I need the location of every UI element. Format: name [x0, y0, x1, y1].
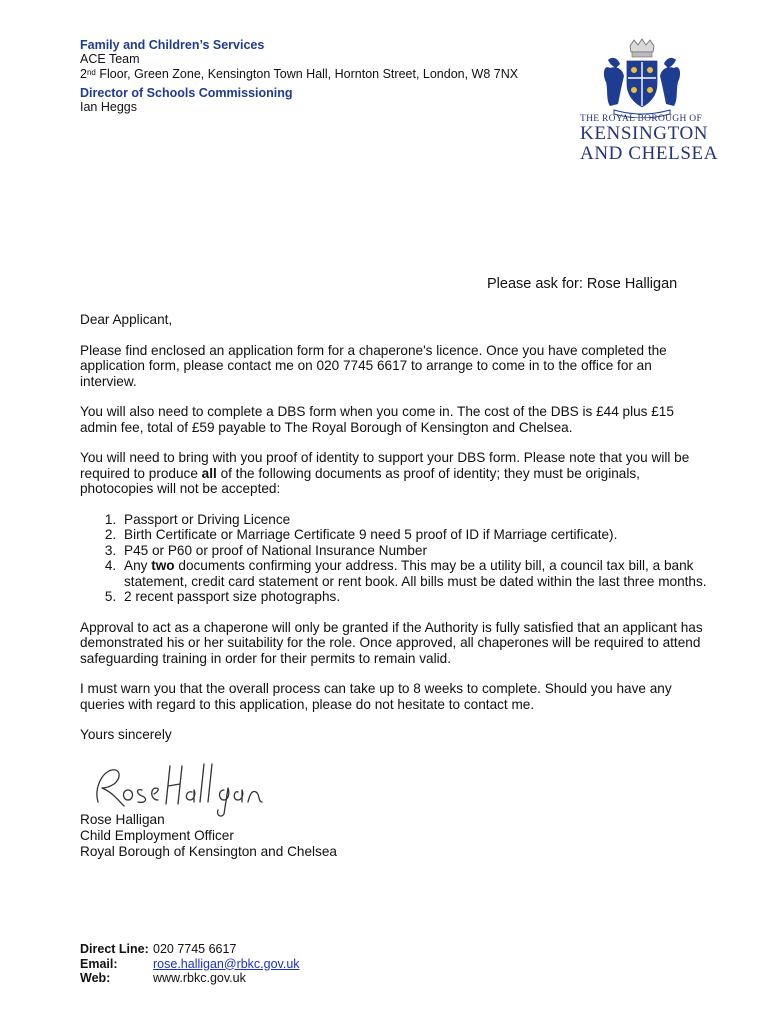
- list-item-4-emphasis: two: [151, 558, 175, 573]
- director-title: Director of Schools Commissioning: [80, 86, 293, 100]
- list-item-4-start: Any: [124, 558, 152, 573]
- address-floor-number: 2: [80, 67, 87, 81]
- director-name: Ian Heggs: [80, 100, 137, 114]
- list-item: 3. P45 or P60 or proof of National Insurance Number: [120, 543, 710, 559]
- coat-of-arms-icon: [596, 38, 688, 118]
- borough-logo-text: [580, 114, 718, 164]
- handwritten-signature: [84, 758, 269, 818]
- table-row: [80, 971, 300, 986]
- closing: Yours sincerely: [80, 727, 172, 742]
- paragraph-3-emphasis: all: [201, 465, 217, 481]
- web-address: www.rbkc.gov.uk: [153, 971, 246, 985]
- sign-off: [80, 812, 337, 860]
- letter-body: [80, 312, 710, 758]
- list-item: 2. Birth Certificate or Marriage Certificate 9 need 5 proof of ID if Marriage certificate).: [120, 527, 710, 543]
- phone-label: Direct Line:: [80, 942, 149, 956]
- list-item: 1. Passport or Driving Licence: [120, 512, 710, 528]
- phone-number: 020 7745 6617: [153, 942, 237, 956]
- table-row: [80, 942, 300, 957]
- signatory-name: Rose Halligan: [80, 812, 165, 827]
- contact-details: [80, 942, 300, 986]
- paragraph-3: [80, 450, 710, 497]
- list-item: 5. 2 recent passport size photographs.: [120, 589, 710, 605]
- letterhead: [80, 38, 560, 115]
- identity-documents-list: [80, 512, 710, 605]
- list-item: [120, 558, 710, 589]
- signatory-title: Child Employment Officer: [80, 828, 234, 843]
- list-item-4-end: documents confirming your address. This may be a utility bill, a council tax bill, a bank statement, credit card statement or rent book. All bills must be dated within the last three months.: [124, 558, 707, 589]
- department-name: Family and Children’s Services: [80, 38, 265, 52]
- paragraph-3-end: of the following documents as proof of identity; they must be originals, photocopies will not be accepted:: [80, 465, 640, 496]
- email-link[interactable]: rose.halligan@rbkc.gov.uk: [153, 956, 300, 971]
- logo-line-3: AND CHELSEA: [580, 143, 719, 164]
- team-name: ACE Team: [80, 52, 140, 66]
- web-label: Web:: [80, 971, 111, 985]
- logo-line-2: KENSINGTON: [580, 123, 709, 144]
- table-row: [80, 957, 300, 972]
- email-label: Email:: [80, 956, 118, 971]
- signatory-organisation: Royal Borough of Kensington and Chelsea: [80, 844, 337, 859]
- address-rest: Floor, Green Zone, Kensington Town Hall, Hornton Street, London, W8 7NX: [95, 67, 519, 81]
- paragraph-5: I must warn you that the overall process can take up to 8 weeks to complete. Should you have any queries with regard to this application, please do not hesitate to contact me.: [80, 681, 672, 712]
- address-floor-suffix: nd: [86, 68, 96, 77]
- please-ask-for: Please ask for: Rose Halligan: [487, 276, 678, 292]
- paragraph-2: You will also need to complete a DBS form when you come in. The cost of the DBS is £44 plus £15 admin fee, total of £59 payable to The Royal Borough of Kensington and Chelsea.: [80, 404, 674, 435]
- logo-line-1: THE ROYAL BOROUGH OF: [580, 114, 703, 124]
- paragraph-3-start: You will need to bring with you proof of identity to support your DBS form. Please note that you will be required to produce: [80, 450, 690, 481]
- paragraph-4: Approval to act as a chaperone will only be granted if the Authority is fully satisfied that an applicant has demonstrated his or her suitability for the role. Once approved, all chaperones will be required to attend safeguarding training in order for their permits to remain valid.: [80, 619, 703, 666]
- paragraph-1: Please find enclosed an application form for a chaperone's licence. Once you have completed the application form, please contact me on 020 7745 6617 to arrange to come in to the office for an interview.: [80, 342, 667, 389]
- address: [80, 67, 560, 82]
- salutation: Dear Applicant,: [80, 312, 173, 327]
